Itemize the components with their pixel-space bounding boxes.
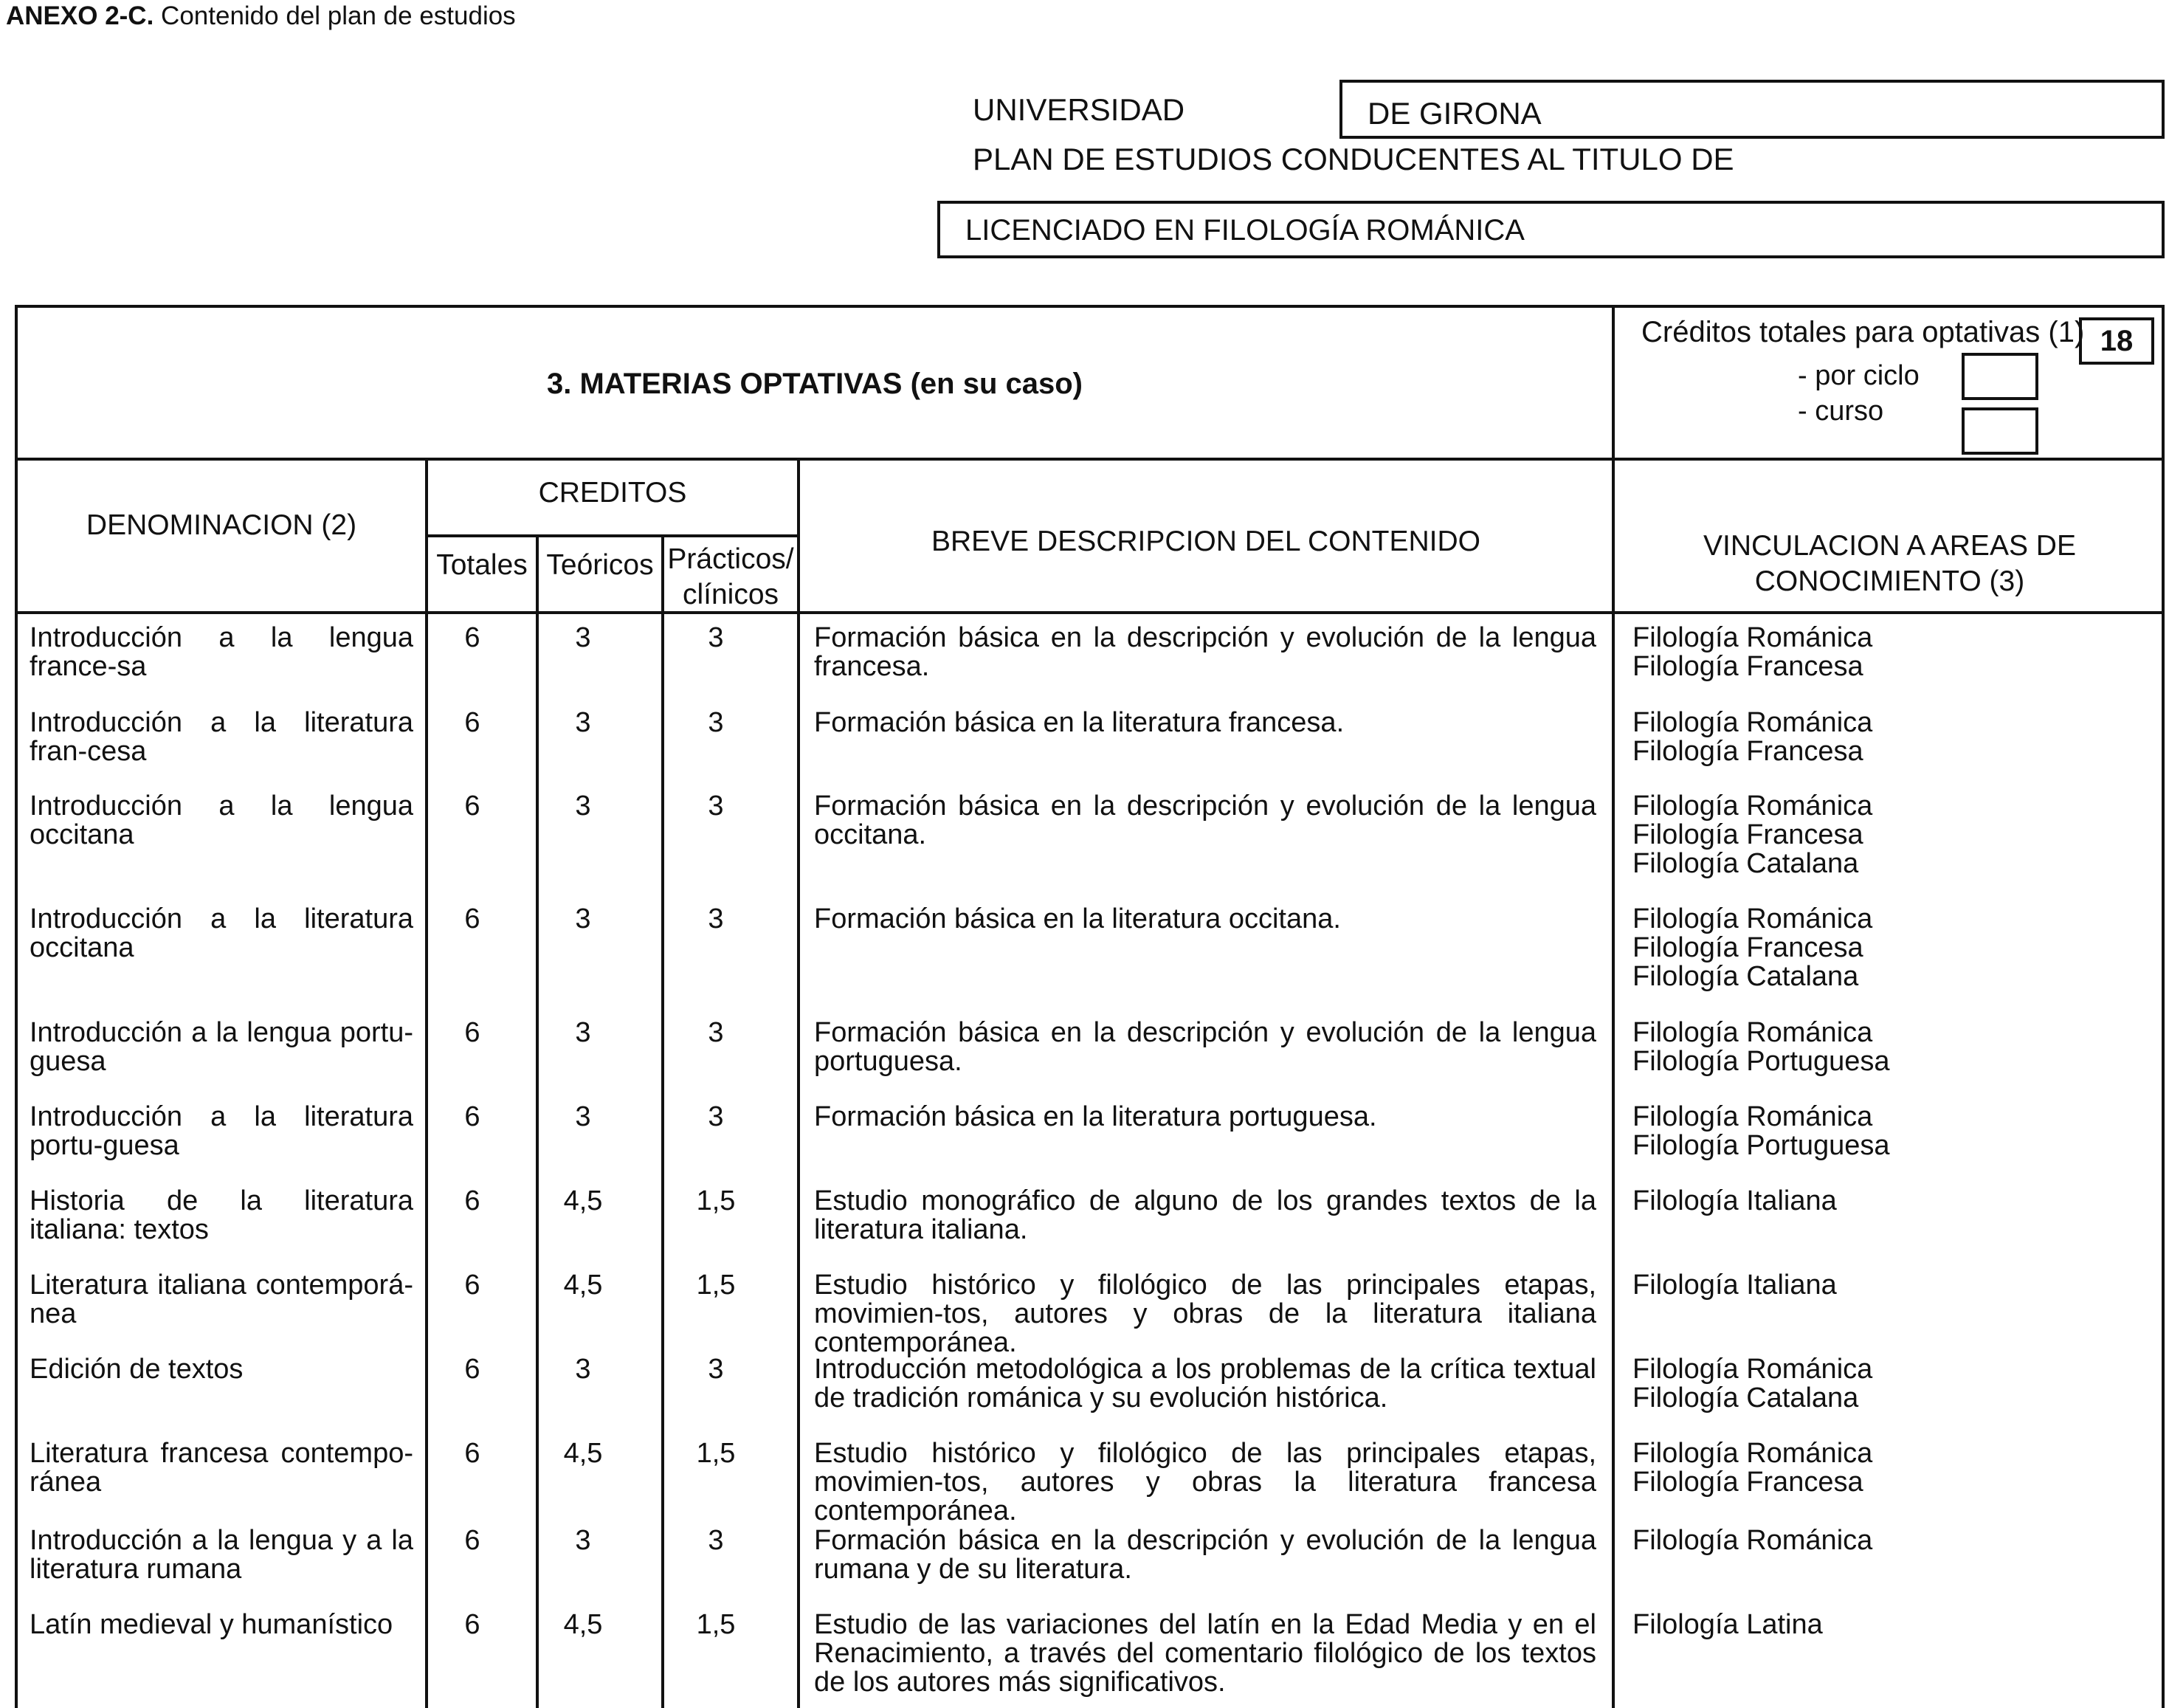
- area-item: Filología Portuguesa: [1632, 1130, 1890, 1161]
- cell-denominacion: Introducción a la lengua occitana: [30, 791, 413, 850]
- header-totales: Totales: [436, 549, 528, 581]
- cell-totales: 6: [464, 1525, 480, 1556]
- cell-areas: [1632, 1019, 2075, 1076]
- annex-title: Contenido del plan de estudios: [161, 1, 516, 30]
- cell-denominacion: Historia de la literatura italiana: textos: [30, 1185, 413, 1245]
- cell-areas: [1632, 1611, 2075, 1639]
- cell-descripcion: Estudio histórico y filológico de las principales etapas, movimien-tos, autores y obras de la literatura italiana contemporánea.: [814, 1270, 1596, 1358]
- cell-denominacion: Latín medieval y humanístico: [30, 1609, 393, 1640]
- area-item: Filología Latina: [1632, 1609, 1823, 1640]
- cell-areas: [1632, 1187, 2075, 1216]
- por-ciclo-field: [1962, 353, 2038, 400]
- area-item: Filología Catalana: [1632, 1382, 1859, 1413]
- por-ciclo-label: - por ciclo: [1798, 360, 1920, 391]
- area-item: Filología Románica: [1632, 1438, 1873, 1469]
- cell-denominacion: Introducción a la literatura occitana: [30, 903, 413, 963]
- header-descripcion: BREVE DESCRIPCION DEL CONTENIDO: [931, 526, 1480, 557]
- degree-field: LICENCIADO EN FILOLOGÍA ROMÁNICA: [937, 201, 2165, 258]
- cell-totales: 6: [464, 1609, 480, 1640]
- cell-totales: 6: [464, 707, 480, 738]
- cell-totales: 6: [464, 791, 480, 822]
- cell-teoricos: 3: [575, 791, 591, 822]
- cell-descripcion: Introducción metodológica a los problemas de la crítica textual de tradición románica y su evolución histórica.: [814, 1354, 1596, 1413]
- cell-teoricos: 3: [575, 1354, 591, 1385]
- cell-descripcion: Formación básica en la literatura occitana.: [814, 903, 1341, 934]
- plan-label: PLAN DE ESTUDIOS CONDUCENTES AL TITULO DE: [973, 142, 1734, 176]
- cell-areas: [1632, 624, 2075, 681]
- curso-label: - curso: [1798, 396, 1884, 427]
- header-creditos: CREDITOS: [538, 477, 687, 509]
- table-divider: [427, 534, 799, 537]
- cell-totales: 6: [464, 1270, 480, 1301]
- table-divider: [1612, 305, 1615, 1708]
- cell-descripcion: Formación básica en la descripción y evolución de la lengua portuguesa.: [814, 1017, 1596, 1077]
- annex-label: ANEXO 2-C.: [6, 1, 154, 30]
- area-item: Filología Románica: [1632, 1525, 1873, 1556]
- cell-practicos: 1,5: [696, 1438, 736, 1469]
- header-denominacion: DENOMINACION (2): [86, 509, 357, 541]
- cell-practicos: 3: [708, 707, 724, 738]
- area-item: Filología Catalana: [1632, 848, 1859, 879]
- cell-totales: 6: [464, 1101, 480, 1132]
- cell-denominacion: Introducción a la literatura fran-cesa: [30, 707, 413, 767]
- cell-practicos: 3: [708, 1017, 724, 1048]
- cell-denominacion: Literatura italiana contemporá-nea: [30, 1270, 413, 1329]
- cell-descripcion: Estudio monográfico de alguno de los grandes textos de la literatura italiana.: [814, 1185, 1596, 1245]
- table-divider: [425, 461, 428, 1708]
- area-item: Filología Italiana: [1632, 1270, 1837, 1301]
- cell-practicos: 3: [708, 903, 724, 934]
- cell-totales: 6: [464, 1438, 480, 1469]
- table-divider: [797, 461, 800, 1708]
- cell-descripcion: Formación básica en la descripción y evolución de la lengua occitana.: [814, 791, 1596, 850]
- cell-practicos: 1,5: [696, 1609, 736, 1640]
- cell-denominacion: Introducción a la lengua france-sa: [30, 622, 413, 682]
- table-divider: [15, 611, 2165, 614]
- cell-teoricos: 3: [575, 1525, 591, 1556]
- area-item: Filología Románica: [1632, 707, 1873, 738]
- cell-denominacion: Introducción a la literatura portu-guesa: [30, 1101, 413, 1161]
- cell-totales: 6: [464, 903, 480, 934]
- cell-teoricos: 4,5: [563, 1270, 603, 1301]
- cell-teoricos: 3: [575, 707, 591, 738]
- cell-teoricos: 4,5: [563, 1609, 603, 1640]
- area-item: Filología Francesa: [1632, 932, 1863, 963]
- area-item: Filología Catalana: [1632, 961, 1859, 992]
- cell-practicos: 1,5: [696, 1270, 736, 1301]
- table-divider: [15, 458, 2165, 461]
- cell-areas: [1632, 1439, 2075, 1497]
- area-item: Filología Francesa: [1632, 1467, 1863, 1498]
- cell-areas: [1632, 709, 2075, 766]
- area-item: Filología Románica: [1632, 1101, 1873, 1132]
- curso-field: [1962, 407, 2038, 455]
- area-item: Filología Portuguesa: [1632, 1046, 1890, 1077]
- cell-teoricos: 4,5: [563, 1185, 603, 1216]
- area-item: Filología Románica: [1632, 903, 1873, 934]
- university-label: UNIVERSIDAD: [973, 92, 1185, 127]
- area-item: Filología Románica: [1632, 791, 1873, 822]
- table-divider: [661, 536, 664, 1708]
- cell-totales: 6: [464, 1017, 480, 1048]
- cell-descripcion: Formación básica en la literatura portuguesa.: [814, 1101, 1377, 1132]
- cell-areas: [1632, 905, 2075, 991]
- cell-descripcion: Formación básica en la literatura francesa.: [814, 707, 1345, 738]
- cell-teoricos: 3: [575, 1017, 591, 1048]
- credits-total-label: Créditos totales para optativas (1): [1641, 316, 2085, 348]
- cell-denominacion: Introducción a la lengua y a la literatura rumana: [30, 1525, 413, 1585]
- cell-areas: [1632, 1271, 2075, 1300]
- cell-descripcion: Estudio histórico y filológico de las principales etapas, movimien-tos, autores y obras la literatura francesa contemporánea.: [814, 1438, 1596, 1526]
- table-divider: [536, 536, 539, 1708]
- cell-areas: [1632, 1526, 2075, 1555]
- header-practicos: [664, 542, 797, 613]
- annex-heading: [6, 1, 516, 31]
- header-teoricos: Teóricos: [546, 549, 654, 581]
- area-item: Filología Francesa: [1632, 819, 1863, 850]
- cell-denominacion: Introducción a la lengua portu-guesa: [30, 1017, 413, 1077]
- cell-totales: 6: [464, 622, 480, 653]
- area-item: Filología Francesa: [1632, 736, 1863, 767]
- area-item: Filología Francesa: [1632, 651, 1863, 682]
- cell-practicos: 3: [708, 1354, 724, 1385]
- cell-areas: [1632, 1355, 2075, 1413]
- cell-practicos: 3: [708, 1525, 724, 1556]
- cell-teoricos: 3: [575, 1101, 591, 1132]
- header-vinculacion-line2: CONOCIMIENTO (3): [1754, 565, 2025, 597]
- cell-descripcion: Estudio de las variaciones del latín en la Edad Media y en el Renacimiento, a través del comentario filológico de los textos de los autores más significativos.: [814, 1609, 1596, 1698]
- cell-descripcion: Formación básica en la descripción y evolución de la lengua francesa.: [814, 622, 1596, 682]
- cell-teoricos: 4,5: [563, 1438, 603, 1469]
- cell-denominacion: Edición de textos: [30, 1354, 244, 1385]
- area-item: Filología Románica: [1632, 1017, 1873, 1048]
- cell-areas: [1632, 792, 2075, 878]
- credits-total-field: 18: [2079, 317, 2154, 365]
- cell-teoricos: 3: [575, 622, 591, 653]
- cell-practicos: 3: [708, 1101, 724, 1132]
- header-practicos-line1: Prácticos/: [667, 543, 794, 575]
- cell-descripcion: Formación básica en la descripción y evolución de la lengua rumana y de su literatura.: [814, 1525, 1596, 1585]
- area-item: Filología Italiana: [1632, 1185, 1837, 1216]
- university-field: DE GIRONA: [1339, 80, 2165, 139]
- area-item: Filología Románica: [1632, 1354, 1873, 1385]
- header-vinculacion: [1615, 528, 2165, 599]
- cell-practicos: 3: [708, 791, 724, 822]
- area-item: Filología Románica: [1632, 622, 1873, 653]
- section-title: 3. MATERIAS OPTATIVAS (en su caso): [546, 367, 1083, 400]
- cell-teoricos: 3: [575, 903, 591, 934]
- cell-areas: [1632, 1103, 2075, 1160]
- cell-denominacion: Literatura francesa contempo-ránea: [30, 1438, 413, 1498]
- header-vinculacion-line1: VINCULACION A AREAS DE: [1703, 530, 2076, 562]
- cell-practicos: 3: [708, 622, 724, 653]
- cell-practicos: 1,5: [696, 1185, 736, 1216]
- cell-totales: 6: [464, 1354, 480, 1385]
- cell-totales: 6: [464, 1185, 480, 1216]
- header-practicos-line2: clínicos: [682, 579, 779, 610]
